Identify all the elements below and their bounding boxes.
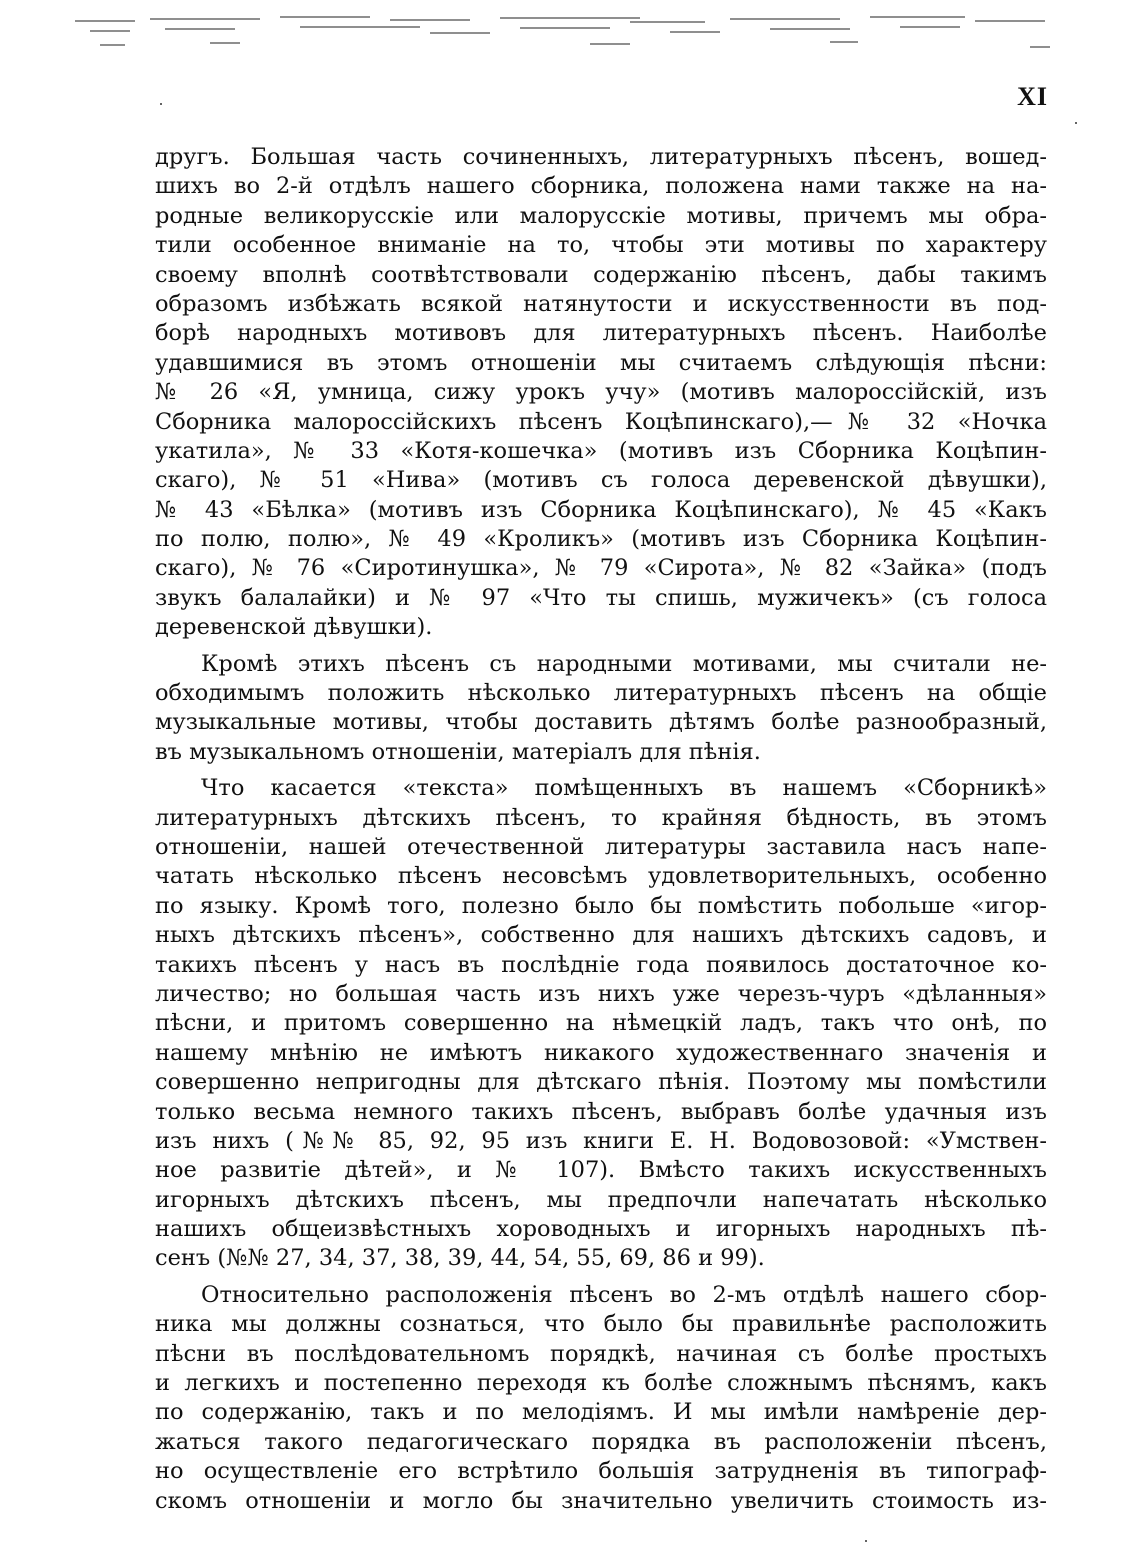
text-line: Кромѣ этихъ пѣсенъ съ народными мотивами, мы считали не- [201, 650, 1047, 677]
text-line: жаться такого педагогическаго порядка въ расположеніи пѣсенъ, [155, 1428, 1047, 1455]
text-line: отношеніи, нашей отечественной литературы заставила насъ напе- [155, 833, 1047, 860]
text-line: въ музыкальномъ отношеніи, матеріалъ для пѣнія. [155, 738, 761, 765]
text-line: литературныхъ дѣтскихъ пѣсенъ, то крайняя бѣдность, въ этомъ [155, 804, 1047, 831]
text-line: деревенской дѣвушки). [155, 614, 433, 641]
text-line: пѣсни, и притомъ совершенно на нѣмецкій ладъ, такъ что онѣ, по [155, 1010, 1047, 1037]
text-line: удавшимися въ этомъ отношеніи мы считаемъ слѣдующія пѣсни: [155, 349, 1047, 376]
text-line: пѣсни въ послѣдовательномъ порядкѣ, начиная съ болѣе простыхъ [155, 1340, 1047, 1367]
text-line: своему вполнѣ соотвѣтствовали содержанію пѣсенъ, дабы такимъ [155, 261, 1047, 288]
text-line: нашихъ общеизвѣстныхъ хороводныхъ и игорныхъ народныхъ пѣ- [155, 1216, 1047, 1243]
text-line: скаго), № 51 «Нива» (мотивъ съ голоса деревенской дѣвушки), [155, 467, 1047, 494]
page-number: XI [1017, 82, 1048, 111]
text-line: укатила», № 33 «Котя-кошечка» (мотивъ изъ Сборника Коцѣпин- [155, 437, 1047, 464]
text-line: чатать нѣсколько пѣсенъ несовсѣмъ удовлетворительныхъ, особенно [155, 863, 1047, 890]
text-line: нашему мнѣнію не имѣютъ никакого художественнаго значенія и [155, 1039, 1047, 1066]
text-line: другъ. Большая часть сочиненныхъ, литературныхъ пѣсенъ, вошед- [155, 144, 1047, 170]
text-line: по полю, полю», № 49 «Кроликъ» (мотивъ изъ Сборника Коцѣпин- [155, 526, 1047, 553]
scan-noise-artifact [70, 8, 1080, 98]
text-line: борѣ народныхъ мотивовъ для литературныхъ пѣсенъ. Наиболѣе [155, 320, 1047, 347]
text-line: образомъ избѣжать всякой натянутости и искусственности въ под- [155, 290, 1047, 317]
text-line: совершенно непригодны для дѣтскаго пѣнія. Поэтому мы помѣстили [155, 1069, 1047, 1096]
text-line: звукъ балалайки) и № 97 «Что ты спишь, мужичекъ» (съ голоса [155, 584, 1047, 611]
paragraph-4 [155, 1281, 1047, 1516]
text-line: родные великорусскіе или малорусскіе мотивы, причемъ мы обра- [155, 202, 1047, 229]
text-line: № 43 «Бѣлка» (мотивъ изъ Сборника Коцѣпинскаго), № 45 «Какъ [155, 496, 1047, 523]
paragraph-1 [155, 143, 1047, 643]
text-line: ныхъ дѣтскихъ пѣсенъ», собственно для нашихъ дѣтскихъ садовъ, и [155, 922, 1047, 949]
text-line: № 26 «Я, умница, сижу урокъ учу» (мотивъ малороссійскій, изъ [155, 379, 1047, 406]
text-line: ное развитіе дѣтей», и № 107). Вмѣсто такихъ искусственныхъ [155, 1157, 1047, 1184]
text-line: шихъ во 2-й отдѣлъ нашего сборника, положена нами также на на- [155, 173, 1047, 200]
text-line: по содержанію, такъ и по мелодіямъ. И мы имѣли намѣреніе дер- [155, 1399, 1047, 1426]
text-line: Относительно расположенія пѣсенъ во 2-мъ отдѣлѣ нашего сбор- [201, 1281, 1047, 1308]
scan-speck [865, 1540, 867, 1542]
text-line: Что касается «текста» помѣщенныхъ въ нашемъ «Сборникѣ» [201, 775, 1047, 802]
text-line: но осуществленіе его встрѣтило большія затрудненія въ типограф- [155, 1458, 1047, 1485]
page-body [155, 143, 1047, 1516]
text-line: сенъ (№№ 27, 34, 37, 38, 39, 44, 54, 55, 69, 86 и 99). [155, 1245, 765, 1272]
text-line: изъ нихъ (№№ 85, 92, 95 изъ книги Е. Н. Водовозовой: «Умствен- [155, 1127, 1047, 1154]
paragraph-3 [155, 774, 1047, 1274]
paragraph-2 [155, 650, 1047, 768]
text-line: Сборника малороссійскихъ пѣсенъ Коцѣпинскаго),—№ 32 «Ночка [155, 408, 1047, 435]
text-line: скомъ отношеніи и могло бы значительно увеличить стоимость из- [155, 1487, 1047, 1514]
text-line: такихъ пѣсенъ у насъ въ послѣдніе года появилось достаточное ко- [155, 951, 1047, 978]
text-line: музыкальные мотивы, чтобы доставить дѣтямъ болѣе разнообразный, [155, 709, 1047, 736]
text-line: только весьма немного такихъ пѣсенъ, выбравъ болѣе удачныя изъ [155, 1098, 1047, 1125]
text-line: игорныхъ дѣтскихъ пѣсенъ, мы предпочли напечатать нѣсколько [155, 1186, 1047, 1213]
scan-speck [1075, 122, 1077, 124]
scan-speck [160, 103, 162, 105]
text-line: по языку. Кромѣ того, полезно было бы помѣстить побольше «игор- [155, 892, 1047, 919]
text-line: ника мы должны сознаться, что было бы правильнѣе расположить [155, 1311, 1047, 1338]
text-line: скаго), № 76 «Сиротинушка», № 79 «Сирота», № 82 «Зайка» (подъ [155, 555, 1047, 582]
text-line: и легкихъ и постепенно переходя къ болѣе сложнымъ пѣснямъ, какъ [155, 1370, 1047, 1397]
text-line: обходимымъ положить нѣсколько литературныхъ пѣсенъ на общіе [155, 680, 1047, 707]
text-line: тили особенное вниманіе на то, чтобы эти мотивы по характеру [155, 232, 1047, 259]
text-line: личество; но большая часть изъ нихъ уже черезъ-чуръ «дѣланныя» [155, 980, 1047, 1007]
